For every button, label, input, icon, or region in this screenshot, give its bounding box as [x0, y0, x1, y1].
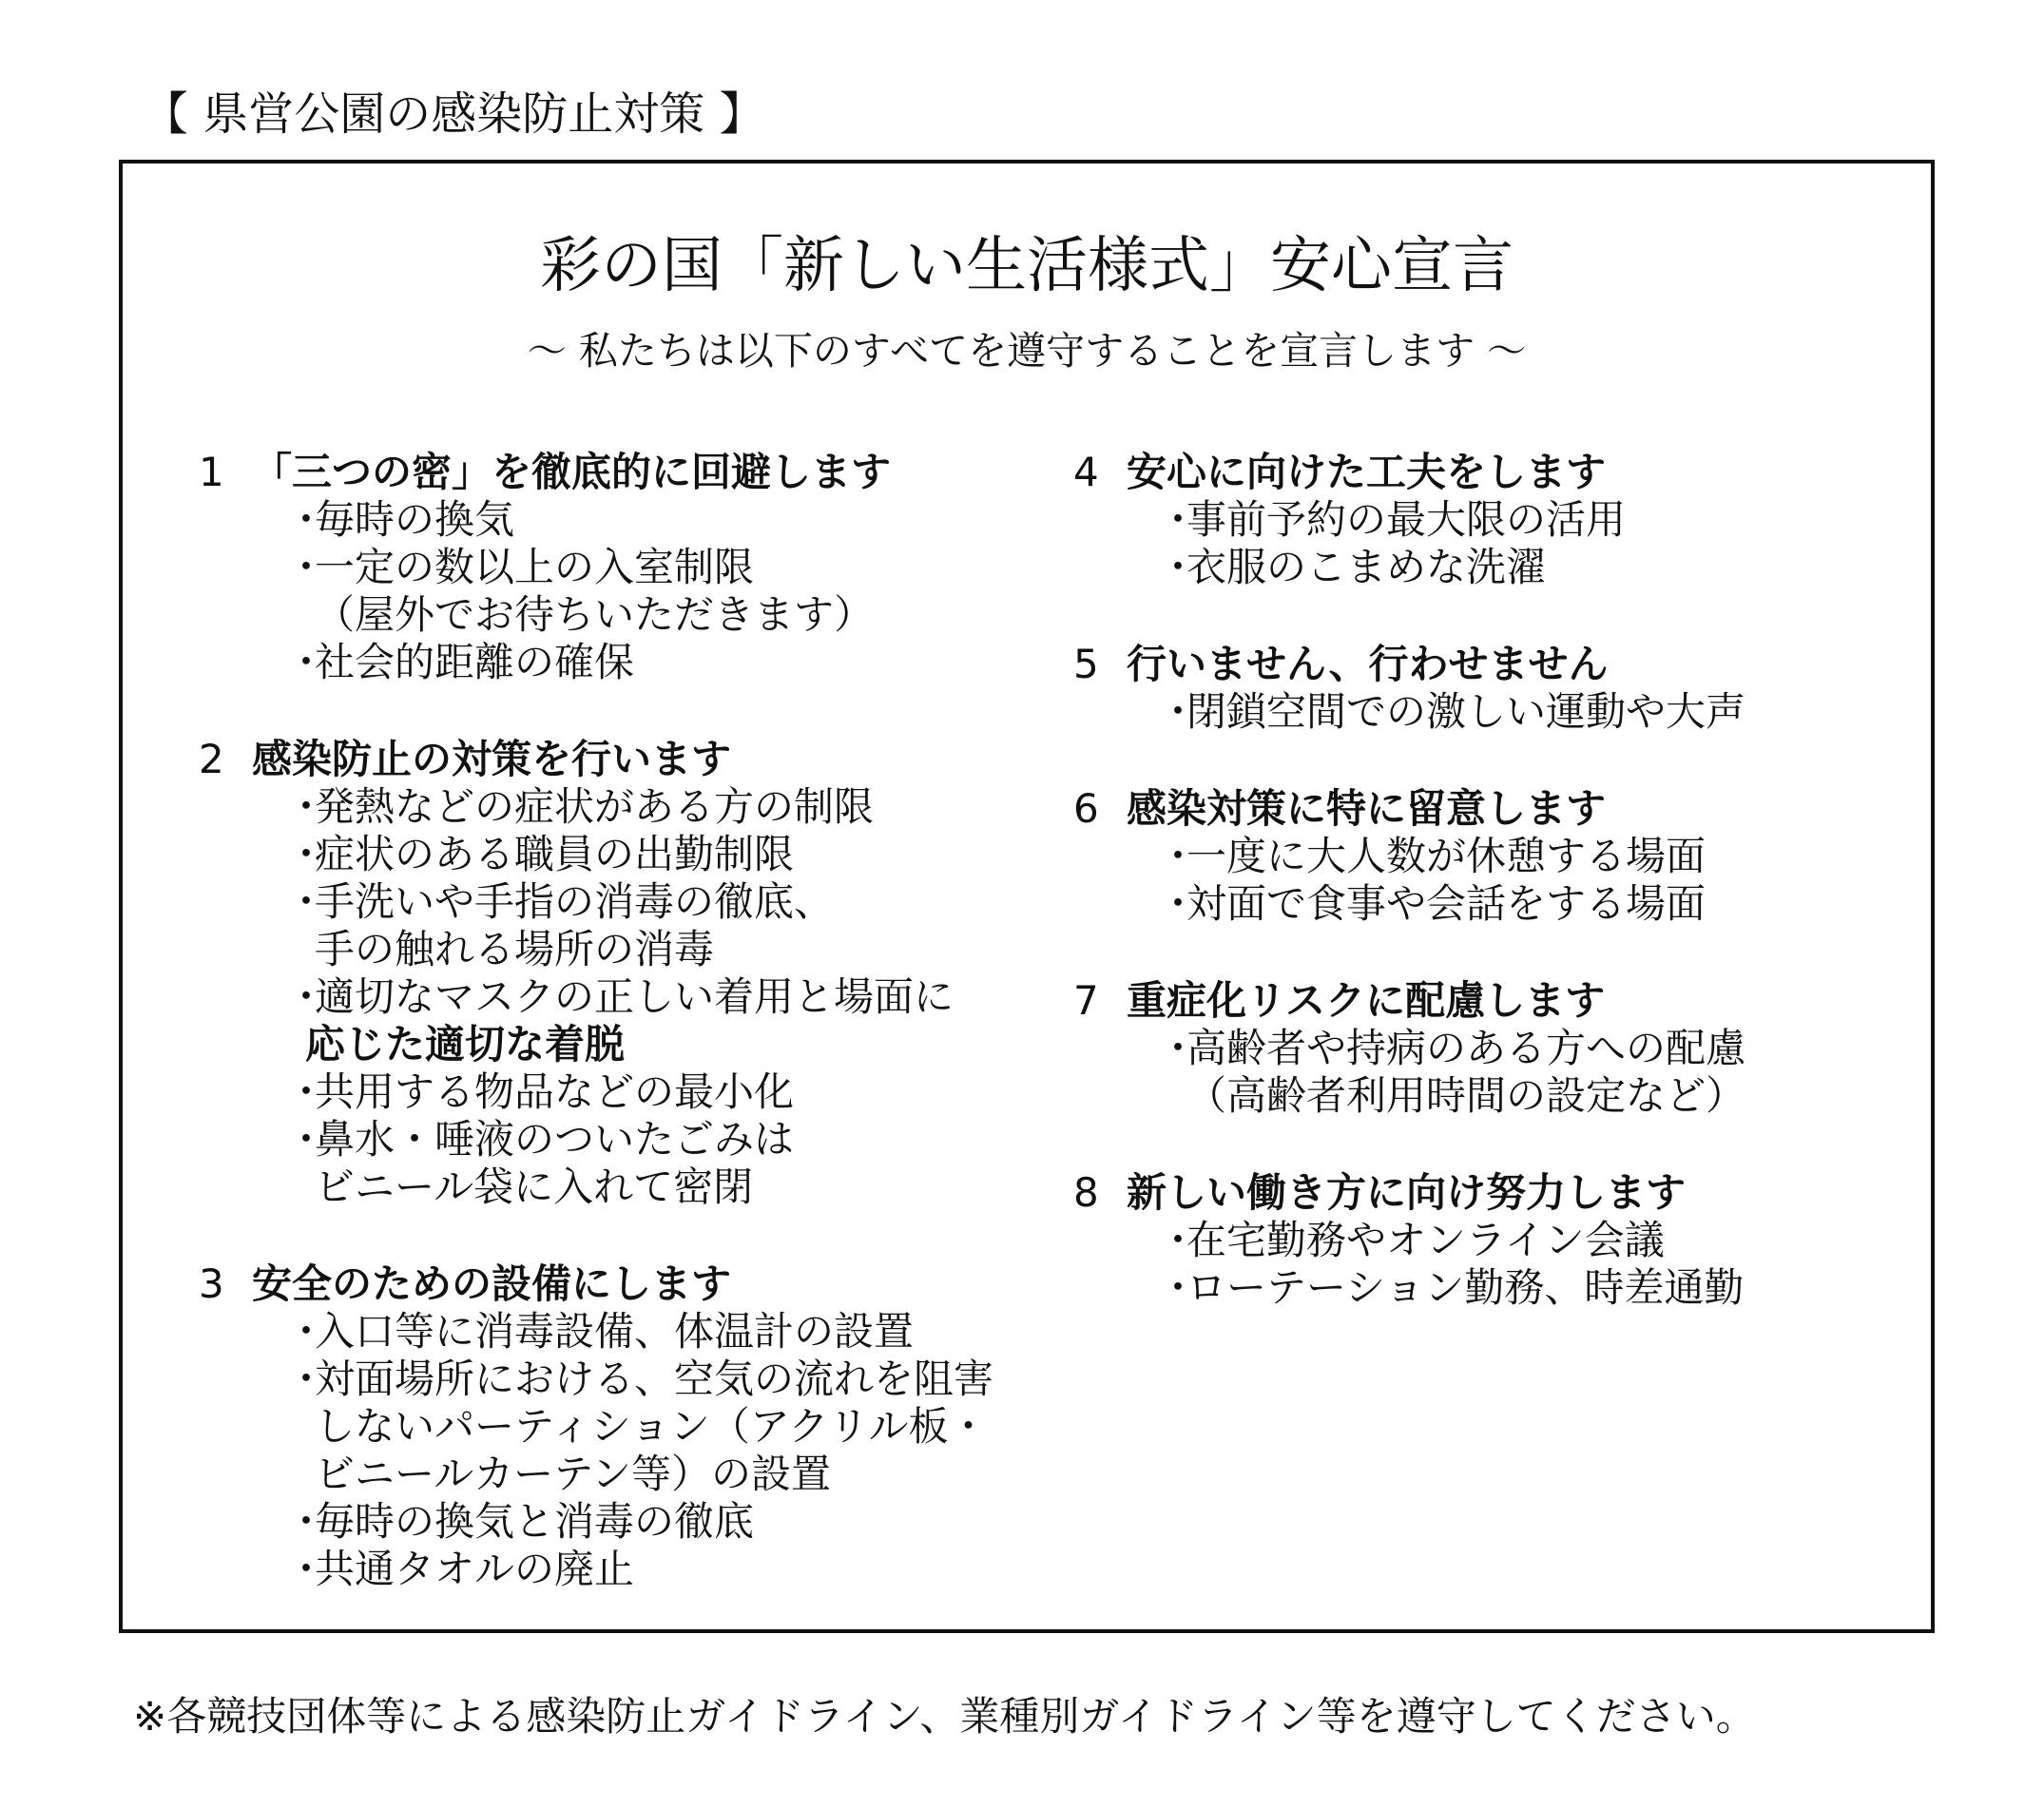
page-heading: 【 県営公園の感染防止対策 】 [143, 87, 765, 141]
pledge-number: 7 [1073, 977, 1099, 1024]
list-item-line: 共用する物品などの最小化 [315, 1068, 795, 1115]
pledge-item-list [199, 1308, 993, 1593]
pledge-title: 「三つの密」を徹底的に回避します [252, 449, 892, 495]
list-item [1154, 880, 1745, 928]
bullet-icon: ・ [286, 1308, 327, 1355]
pledge-heading [199, 449, 993, 496]
bullet-icon: ・ [286, 1068, 327, 1115]
list-item [282, 831, 993, 878]
pledge-section-2 [199, 736, 993, 1211]
bullet-icon: ・ [286, 878, 327, 925]
declaration-box [119, 160, 1935, 1633]
list-item-line: 対面場所における、空気の流れを阻害 [315, 1356, 994, 1402]
list-item-line: 手の触れる場所の消毒 [315, 926, 715, 972]
list-item-line: ビニールカーテン等）の設置 [315, 1451, 832, 1497]
list-item-line: 発熱などの症状がある方の制限 [315, 783, 875, 830]
pledge-heading [1073, 449, 1745, 496]
bullet-icon: ・ [286, 1356, 327, 1402]
pledge-item-list [1073, 688, 1745, 736]
pledge-section-5 [1073, 641, 1745, 736]
bullet-icon: ・ [286, 544, 327, 590]
pledge-section-8 [1073, 1169, 1745, 1312]
pledge-title: 重症化リスクに配慮します [1127, 977, 1606, 1024]
list-item [282, 639, 993, 686]
list-item-line: しないパーティション（アクリル板・ [315, 1403, 989, 1450]
pledge-title: 安全のための設備にします [252, 1260, 732, 1307]
list-item-line: 適切なマスクの正しい着用と場面に [315, 973, 955, 1020]
declaration-subtitle: ～ 私たちは以下のすべてを遵守することを宣言します ～ [527, 328, 1527, 374]
list-item-line: 毎時の換気と消毒の徹底 [315, 1498, 755, 1545]
list-item [282, 878, 993, 973]
bullet-icon: ・ [286, 1116, 327, 1163]
list-item [282, 1546, 993, 1593]
declaration-title: 彩の国「新しい生活様式」安心宣言 [540, 231, 1514, 301]
list-item-line: 鼻水・唾液のついたごみは [315, 1116, 795, 1163]
list-item [282, 1356, 993, 1498]
bullet-icon: ・ [286, 639, 327, 685]
pledge-heading [1073, 785, 1745, 833]
list-item-line: ローテーション勤務、時差通勤 [1186, 1264, 1745, 1311]
list-item-line: 一度に大人数が休憩する場面 [1186, 833, 1707, 879]
pledge-item-list [199, 496, 993, 686]
right-column [1073, 449, 1745, 1361]
bullet-icon: ・ [286, 496, 327, 543]
bullet-icon: ・ [286, 1498, 327, 1545]
list-item-line: （屋外でお待ちいただきます） [315, 591, 875, 638]
bullet-icon: ・ [1158, 688, 1199, 735]
list-item-line: 事前予約の最大限の活用 [1186, 496, 1627, 543]
pledge-section-3 [199, 1260, 993, 1593]
list-item [1154, 1217, 1745, 1264]
pledge-number: 6 [1073, 785, 1099, 832]
bullet-icon: ・ [1158, 880, 1199, 927]
list-item [282, 496, 993, 544]
list-item [282, 1308, 993, 1356]
list-item-line: 毎時の換気 [315, 496, 515, 543]
list-item-line: 高齢者や持病のある方への配慮 [1186, 1025, 1746, 1071]
bullet-icon: ・ [1158, 833, 1199, 879]
pledge-section-6 [1073, 785, 1745, 928]
list-item [282, 783, 993, 831]
pledge-heading [199, 736, 993, 783]
pledge-item-list [199, 783, 993, 1211]
pledge-title: 感染防止の対策を行います [252, 736, 732, 782]
list-item-line: 症状のある職員の出勤制限 [315, 831, 795, 877]
list-item [282, 544, 993, 639]
list-item [1154, 1264, 1745, 1312]
pledge-item-list [1073, 833, 1745, 928]
list-item-line: 共通タオルの廃止 [315, 1546, 635, 1592]
list-item-line: （高齢者利用時間の設定など） [1186, 1072, 1746, 1119]
pledge-heading [1073, 641, 1745, 688]
footnote: ※各競技団体等による感染防止ガイドライン、業種別ガイドライン等を遵守してください。 [133, 1693, 1756, 1740]
list-item-line: 応じた適切な着脱 [305, 1021, 626, 1067]
pledge-title: 行いません、行わせません [1127, 641, 1609, 687]
pledge-title: 新しい働き方に向け努力します [1127, 1169, 1687, 1216]
pledge-item-list [1073, 1025, 1745, 1120]
bullet-icon: ・ [1158, 496, 1199, 543]
pledge-number: 4 [1073, 449, 1099, 495]
list-item [1154, 833, 1745, 880]
pledge-number: 2 [199, 736, 224, 782]
list-item [282, 1498, 993, 1546]
pledge-item-list [1073, 1217, 1745, 1312]
bullet-icon: ・ [286, 783, 327, 830]
pledge-number: 3 [199, 1260, 224, 1307]
list-item-line: 社会的距離の確保 [315, 639, 635, 685]
list-item-line: 手洗いや手指の消毒の徹底、 [315, 878, 835, 925]
pledge-number: 8 [1073, 1169, 1099, 1216]
pledge-number: 1 [199, 449, 224, 495]
list-item [1154, 688, 1745, 736]
pledge-item-list [1073, 496, 1745, 591]
list-item [282, 973, 993, 1068]
bullet-icon: ・ [286, 1546, 327, 1592]
list-item [1154, 496, 1745, 544]
list-item-line: 在宅勤務やオンライン会議 [1186, 1217, 1665, 1263]
list-item-line: 一定の数以上の入室制限 [315, 544, 755, 590]
pledge-number: 5 [1073, 641, 1099, 687]
pledge-heading [1073, 1169, 1745, 1217]
bullet-icon: ・ [286, 973, 327, 1020]
bullet-icon: ・ [1158, 1217, 1199, 1263]
list-item-line: 閉鎖空間での激しい運動や大声 [1186, 688, 1746, 735]
pledge-section-7 [1073, 977, 1745, 1120]
list-item-line: 対面で食事や会話をする場面 [1186, 880, 1707, 927]
list-item [1154, 544, 1745, 591]
pledge-heading [1073, 977, 1745, 1025]
left-column [199, 449, 993, 1643]
pledge-title: 感染対策に特に留意します [1127, 785, 1607, 832]
pledge-section-4 [1073, 449, 1745, 591]
pledge-section-1 [199, 449, 993, 686]
pledge-title: 安心に向けた工夫をします [1127, 449, 1607, 495]
bullet-icon: ・ [1158, 544, 1199, 590]
list-item-line: 衣服のこまめな洗濯 [1186, 544, 1547, 590]
list-item [1154, 1025, 1745, 1120]
bullet-icon: ・ [286, 831, 327, 877]
bullet-icon: ・ [1158, 1264, 1199, 1311]
list-item [282, 1116, 993, 1211]
list-item-line: ビニール袋に入れて密閉 [315, 1164, 754, 1210]
pledge-heading [199, 1260, 993, 1308]
list-item-line: 入口等に消毒設備、体温計の設置 [315, 1308, 915, 1355]
bullet-icon: ・ [1158, 1025, 1199, 1071]
list-item [282, 1068, 993, 1116]
